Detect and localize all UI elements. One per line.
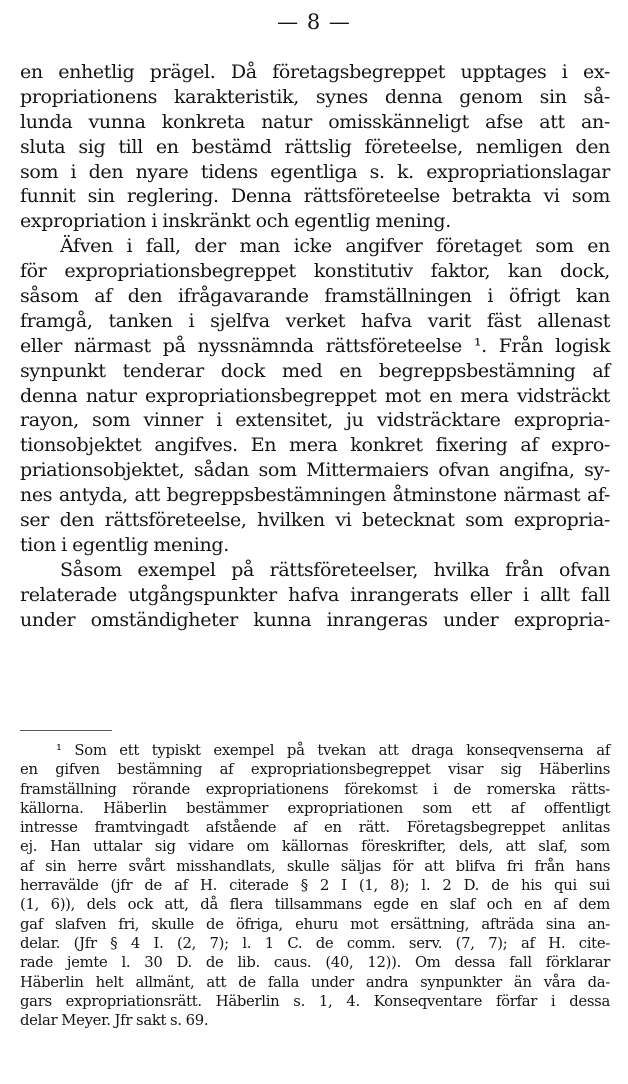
footnote — [20, 741, 610, 1030]
body-line-23: under omständigheter kunna inrangeras under expropria- — [20, 608, 610, 631]
body-line-12: eller närmast på nyssnämnda rättsföreteelse ¹. Från logisk — [20, 334, 610, 357]
footnote-line-11: delar. (Jfr § 4 I. (2, 7); l. 1 C. de comm. serv. (7, 7); af H. cite- — [20, 934, 610, 952]
footnote-line-13: Häberlin helt allmänt, att de falla under andra synpunkter än våra da- — [20, 973, 610, 991]
body-line-19: ser den rättsföreteelse, hvilken vi betecknat som expropria- — [20, 509, 610, 532]
page-number: — 8 — — [277, 10, 351, 34]
body-line-3: lunda vunna konkreta natur omisskänneligt afse att an- — [20, 110, 610, 133]
footnote-divider — [20, 730, 112, 731]
footnote-line-3: framställning rörande expropriationens förekomst i de romerska rätts- — [20, 780, 610, 798]
body-line-22: relaterade utgångspunkter hafva inrangerats eller i allt fall — [20, 583, 610, 606]
footnote-line-15: delar Meyer. Jfr sakt s. 69. — [20, 1012, 209, 1030]
footnote-line-8: herravälde (jfr de af H. citerade § 2 I (1, 8); l. 2 D. de his qui sui — [20, 877, 610, 895]
body-line-8: Äfven i fall, der man icke angifver företaget som en — [60, 235, 610, 258]
body-line-16: tionsobjektet angifves. En mera konkret fixering af expro- — [20, 434, 610, 457]
body-line-10: såsom af den ifrågavarande framställningen i öfrigt kan — [20, 285, 610, 308]
body-line-21: Såsom exempel på rättsföreteelser, hvilka från ofvan — [60, 558, 610, 581]
body-line-6: funnit sin reglering. Denna rättsföreteelse betrakta vi som — [20, 185, 610, 208]
body-line-5: som i den nyare tidens egentliga s. k. expropriationslagar — [20, 160, 610, 183]
footnote-line-14: gars expropriationsrätt. Häberlin s. 1, 4. Konseqventare förfar i dessa — [20, 992, 610, 1010]
footnote-line-2: en gifven bestämning af expropriationsbegreppet visar sig Häberlins — [20, 761, 610, 779]
footnote-line-5: intresse framtvingadt afstående af en rätt. Företagsbegreppet anlitas — [20, 819, 610, 837]
body-line-11: framgå, tanken i sjelfva verket hafva varit fäst allenast — [20, 309, 610, 332]
body-line-18: nes antyda, att begreppsbestämningen åtminstone närmast af- — [20, 484, 610, 507]
body-line-4: sluta sig till en bestämd rättslig företeelse, nemligen den — [20, 135, 610, 158]
body-line-20: tion i egentlig mening. — [20, 533, 229, 556]
body-line-17: priationsobjektet, sådan som Mittermaiers ofvan angifna, sy- — [20, 459, 610, 482]
footnote-line-1: ¹ Som ett typiskt exempel på tvekan att draga konseqvenserna af — [56, 742, 610, 759]
body-line-9: för expropriationsbegreppet konstitutiv faktor, kan dock, — [20, 260, 610, 283]
footnote-line-10: gaf slafven fri, skulle de öfriga, ehuru mot ersättning, afträda sina an- — [20, 915, 610, 933]
footnote-line-4: källorna. Häberlin bestämmer expropriationen som ett af offentligt — [20, 799, 610, 817]
body-line-2: propriationens karakteristik, synes denna genom sin så- — [20, 85, 610, 108]
body-line-1: en enhetlig prägel. Då företagsbegreppet upptages i ex- — [20, 61, 610, 83]
footnote-line-12: rade jemte l. 30 D. de lib. caus. (40, 12)). Om dessa fall förklarar — [20, 954, 610, 972]
body-line-14: denna natur expropriationsbegreppet mot en mera vidsträckt — [20, 384, 610, 407]
body-text — [20, 60, 610, 632]
footnote-line-6: ej. Han uttalar sig vidare om källornas föreskrifter, dels, att slaf, som — [20, 838, 610, 856]
body-line-13: synpunkt tenderar dock med en begreppsbestämning af — [20, 359, 610, 382]
body-line-7: expropriation i inskränkt och egentlig mening. — [20, 210, 451, 233]
footnote-line-9: (1, 6)), dels ock att, då flera tillsammans egde en slaf och en af dem — [20, 896, 610, 914]
footnote-line-7: af sin herre svårt misshandlats, skulle säljas för att blifva fri från hans — [20, 857, 610, 875]
body-line-15: rayon, som vinner i extensitet, ju vidsträcktare expropria- — [20, 409, 610, 432]
